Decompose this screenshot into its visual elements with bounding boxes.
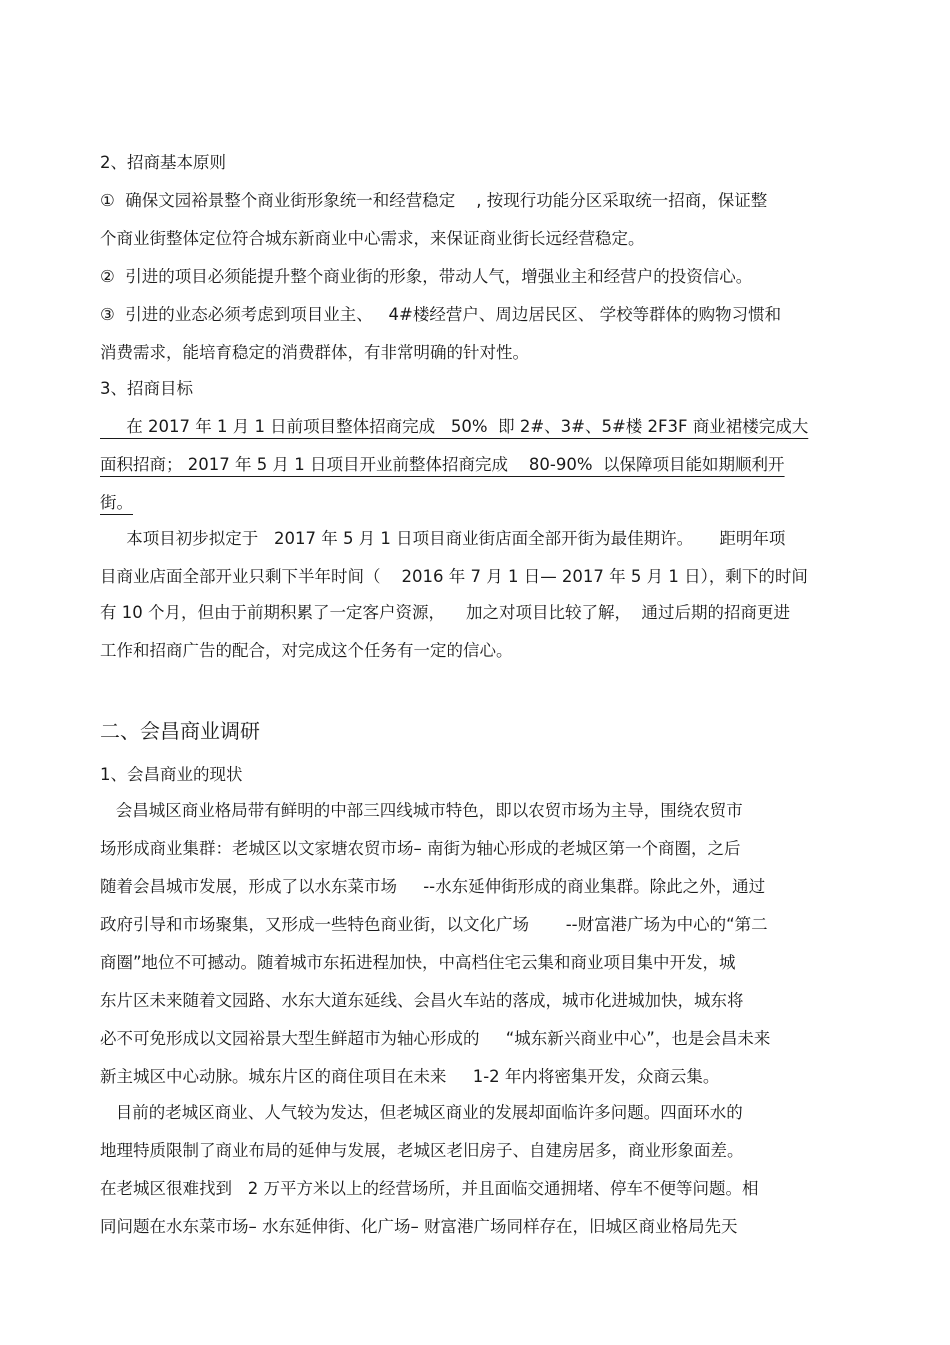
- para-1-line-6: 东片区未来随着文园路、水东大道东延线、会昌火车站的落成，城市化进城加快，城东将: [100, 991, 744, 1010]
- para-2-line-2: 地理特质限制了商业布局的延伸与发展，老城区老旧房子、自建房居多，商业形象面差。: [100, 1141, 744, 1160]
- target-para-line-3: 有 10 个月，但由于前期积累了一定客户资源， 加之对项目比较了解， 通过后期的招商更进: [100, 603, 790, 622]
- target-underlined-line-3: 街。: [100, 493, 133, 512]
- target-para-line-1: 本项目初步拟定于 2017 年 5 月 1 日项目商业街店面全部开街为最佳期许。 距明年项: [100, 529, 786, 548]
- para-2-line-4: 同问题在水东菜市场– 水东延伸街、化广场– 财富港广场同样存在，旧城区商业格局先天: [100, 1217, 738, 1236]
- principle-1-line-2: 个商业街整体定位符合城东新商业中心需求，来保证商业街长远经营稳定。: [100, 229, 645, 248]
- para-1-line-5: 商圈”地位不可撼动。随着城市东拓进程加快，中高档住宅云集和商业项目集中开发，城: [100, 953, 736, 972]
- principle-3-line-1: ③ 引进的业态必须考虑到项目业主、 4#楼经营户、周边居民区、 学校等群体的购物习惯和: [100, 305, 782, 324]
- section-2-sub-heading: 1、会昌商业的现状: [100, 765, 243, 784]
- target-underlined-line-2: 面积招商； 2017 年 5 月 1 日项目开业前整体招商完成 80-90% 以保障项目能如期顺利开: [100, 455, 785, 474]
- para-1-line-1: 会昌城区商业格局带有鲜明的中部三四线城市特色，即以农贸市场为主导，围绕农贸市: [100, 801, 743, 820]
- section-2-title: 二、会昌商业调研: [100, 719, 260, 743]
- target-para-line-4: 工作和招商广告的配合，对完成这个任务有一定的信心。: [100, 641, 513, 660]
- target-underlined-line-1: 在 2017 年 1 月 1 日前项目整体招商完成 50% 即 2#、3#、5#楼 2F3F 商业裙楼完成大: [100, 417, 809, 436]
- para-1-line-7: 必不可免形成以文园裕景大型生鲜超市为轴心形成的 “城东新兴商业中心”，也是会昌未来: [100, 1029, 771, 1048]
- para-1-line-3: 随着会昌城市发展，形成了以水东菜市场 --水东延伸街形成的商业集群。除此之外，通过: [100, 877, 766, 896]
- para-2-line-3: 在老城区很难找到 2 万平方米以上的经营场所，并且面临交通拥堵、停车不便等问题。相: [100, 1179, 759, 1198]
- para-1-line-2: 场形成商业集群：老城区以文家塘农贸市场– 南街为轴心形成的老城区第一个商圈，之后: [100, 839, 741, 858]
- para-2-line-1: 目前的老城区商业、人气较为发达，但老城区商业的发展却面临许多问题。四面环水的: [100, 1103, 743, 1122]
- target-heading: 3、招商目标: [100, 379, 193, 398]
- principle-2: ② 引进的项目必须能提升整个商业街的形象，带动人气，增强业主和经营户的投资信心。: [100, 267, 753, 286]
- target-para-line-2: 目商业店面全部开业只剩下半年时间（ 2016 年 7 月 1 日— 2017 年 5 月 1 日），剩下的时间: [100, 567, 808, 586]
- principle-1-line-1: ① 确保文园裕景整个商业街形象统一和经营稳定 , 按现行功能分区采取统一招商，保证整: [100, 191, 768, 210]
- para-1-line-8: 新主城区中心动脉。城东片区的商住项目在未来 1-2 年内将密集开发，众商云集。: [100, 1067, 720, 1086]
- para-1-line-4: 政府引导和市场聚集，又形成一些特色商业街，以文化广场 --财富港广场为中心的“第二: [100, 915, 768, 934]
- principles-heading: 2、招商基本原则: [100, 153, 226, 172]
- principle-3-line-2: 消费需求，能培育稳定的消费群体，有非常明确的针对性。: [100, 343, 529, 362]
